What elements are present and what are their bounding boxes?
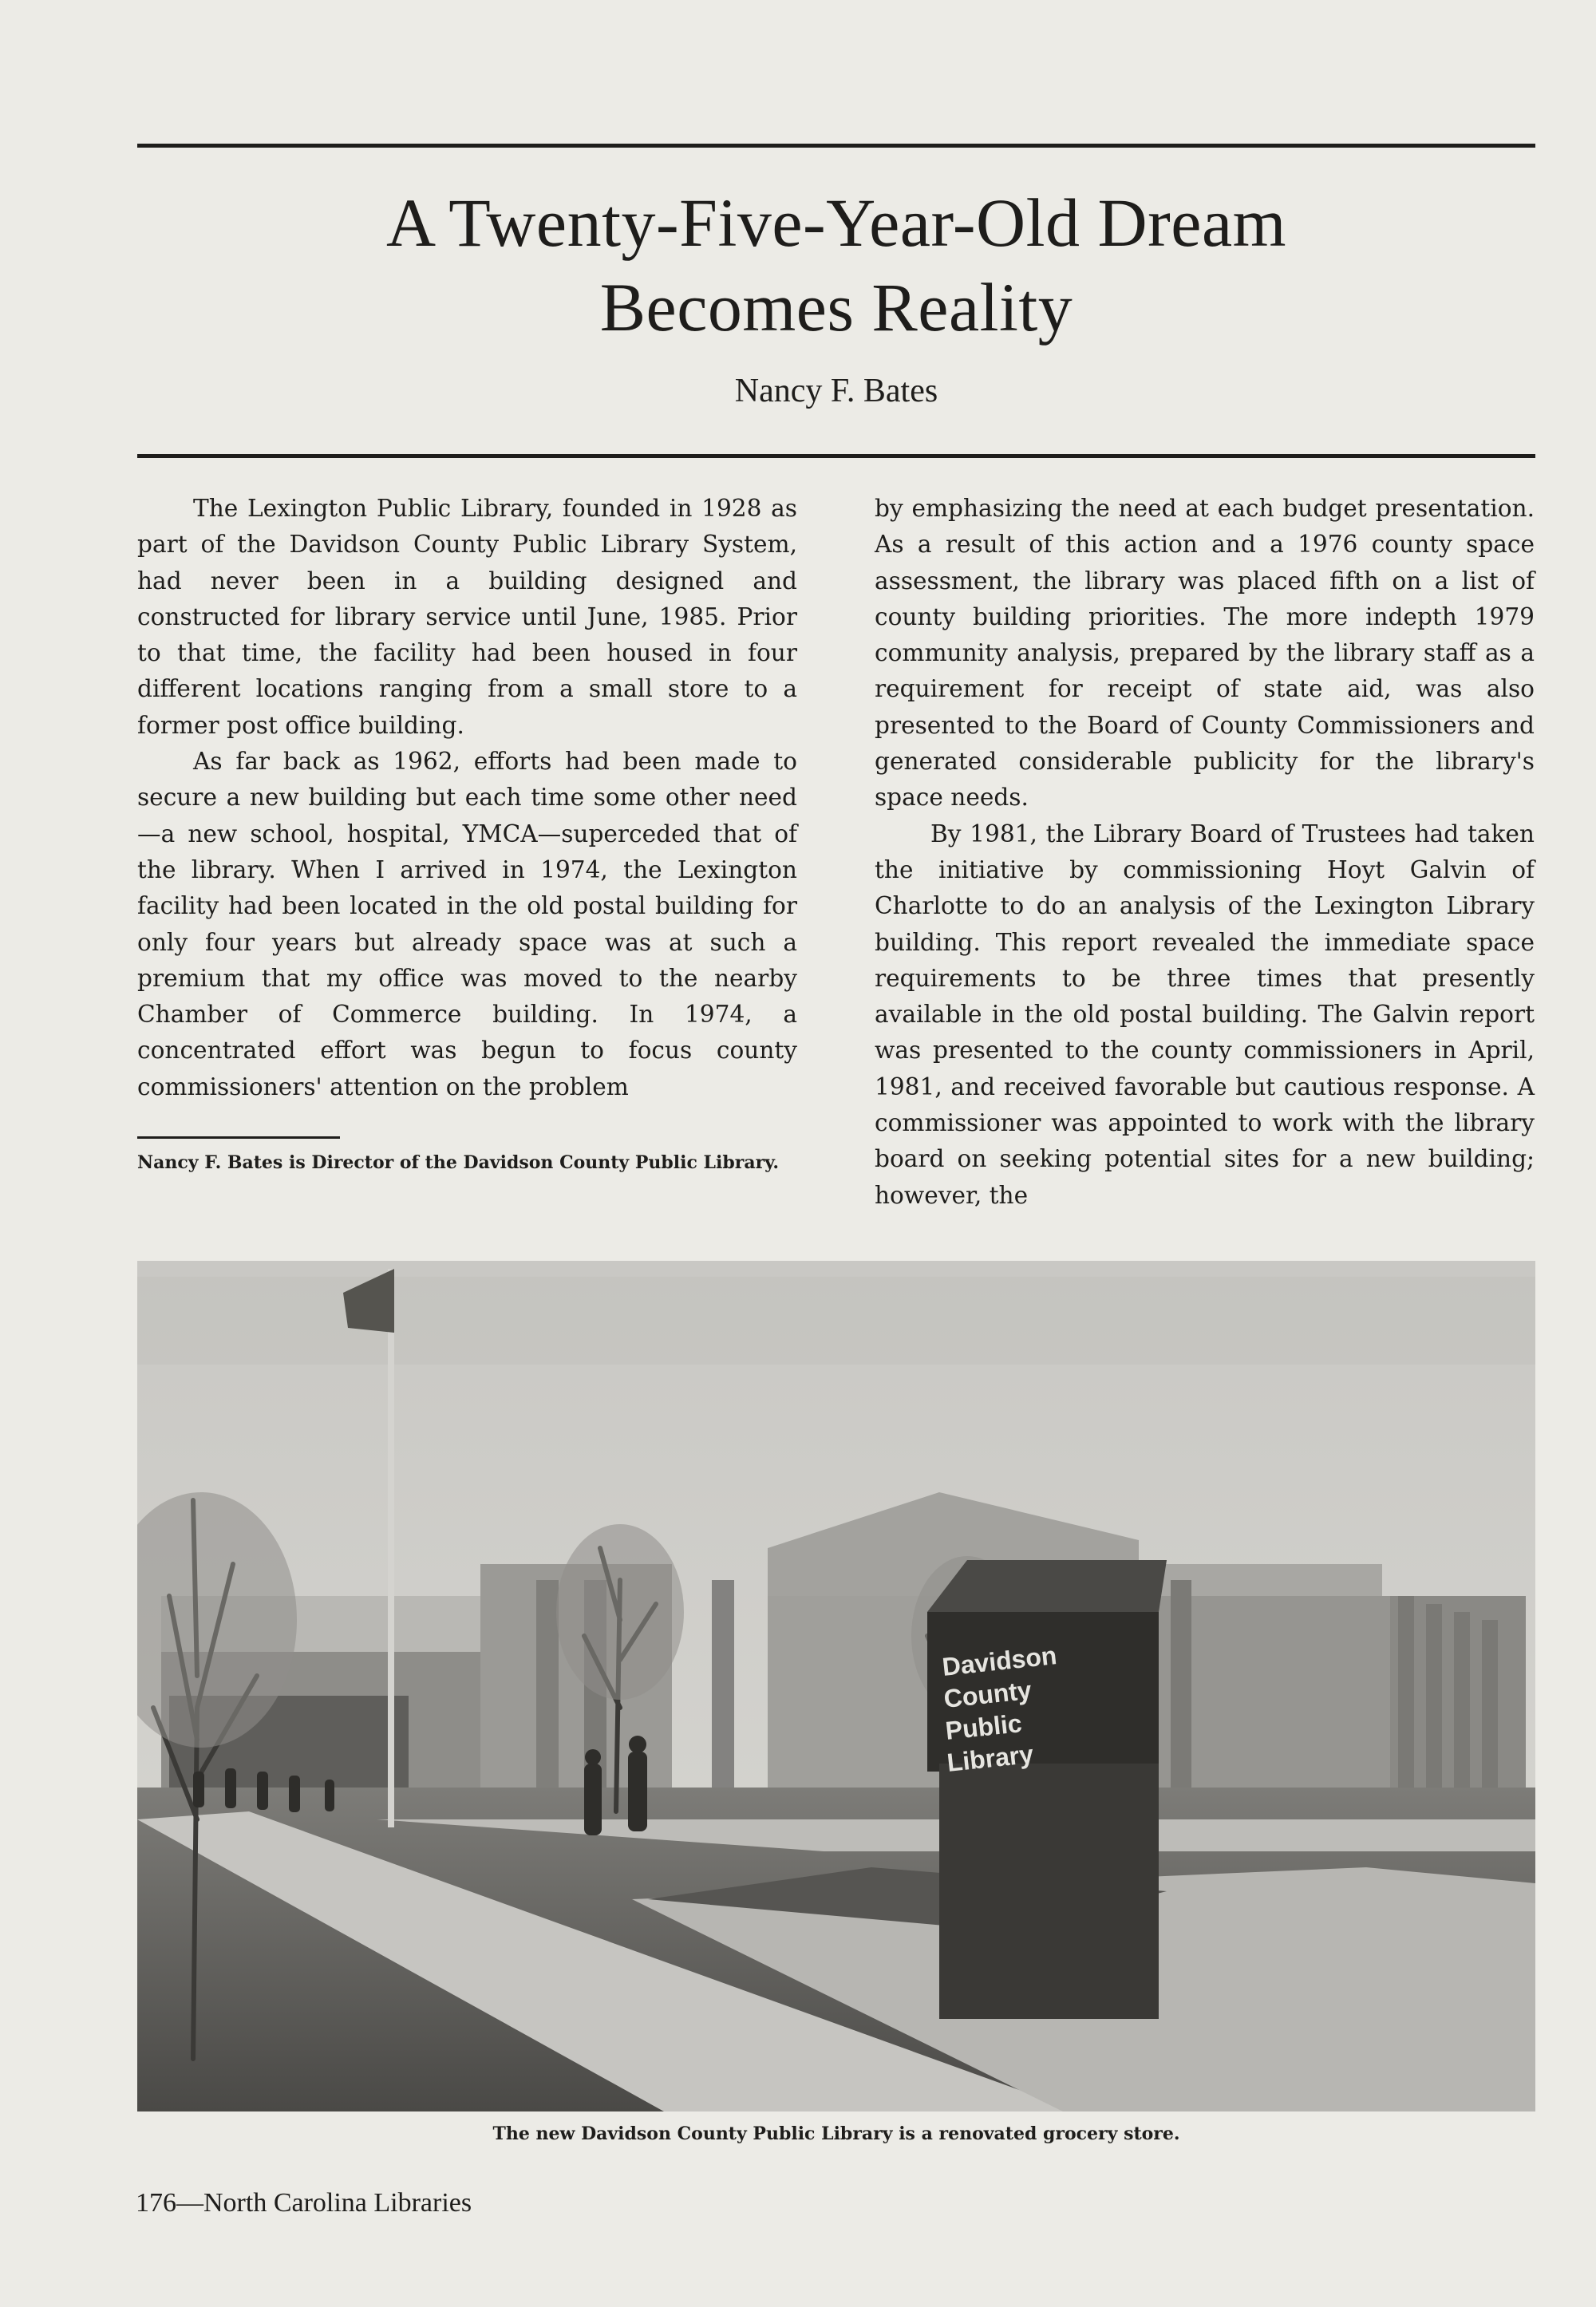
paragraph: By 1981, the Library Board of Trustees had taken the initiative by commissioning Hoyt Galvin of Charlotte to do an analysis of the Lexington Library building. This report revealed the immediate space requirements to be three times that presently available in the old postal building. The Galvin report was presented to the county commissioners in April, 1981, and received favorable but cautious response. A commissioner was appointed to work with the library board on seeking potential sites for a new building; however, the [875,820,1535,1209]
sign-text-2: County [942,1675,1033,1713]
page-folio: 176—North Carolina Libraries [136,2188,472,2218]
library-photo [137,1261,1535,2111]
body-column-left [137,491,797,1105]
title-line-2: Becomes Reality [599,269,1073,346]
article-title [137,180,1535,350]
sign-text-4: Library [945,1739,1035,1777]
footnote-rule [137,1136,340,1139]
author-footnote: Nancy F. Bates is Director of the Davidson County Public Library. [137,1152,780,1173]
author-byline: Nancy F. Bates [734,373,938,409]
sign-text-3: Public [943,1709,1024,1745]
photo-caption: The new Davidson County Public Library is a renovated grocery store. [492,2123,1180,2144]
title-line-1: A Twenty-Five-Year-Old Dream [385,184,1287,261]
paragraph: As far back as 1962, efforts had been made to secure a new building but each time some other need—a new school, hospital, YMCA—superceded that of the library. When I arrived in 1974, the Lexington facility had been located in the old postal building for only four years but already space was at such a premium that my office was moved to the nearby Chamber of Commerce building. In 1974, a concentrated effort was begun to focus county commissioners' attention on the problem [137,748,797,1100]
title-rule-bottom [137,454,1535,458]
body-column-right [875,491,1535,1214]
paragraph: by emphasizing the need at each budget presentation. As a result of this action and a 1976 county space assessment, the library was placed fifth on a list of county building priorities. The more indepth 1979 community analysis, prepared by the library staff as a requirement for receipt of state aid, was also presented to the Board of County Commissioners and generated considerable publicity for the library's space needs. [875,495,1535,812]
paragraph: The Lexington Public Library, founded in 1928 as part of the Davidson County Public Library System, had never been in a building designed and constructed for library service until June, 1985. Prior to that time, the facility had been housed in four different locations ranging from a small store to a former post office building. [137,495,797,739]
sign-text-1: Davidson [940,1641,1058,1681]
title-rule-top [137,144,1535,148]
